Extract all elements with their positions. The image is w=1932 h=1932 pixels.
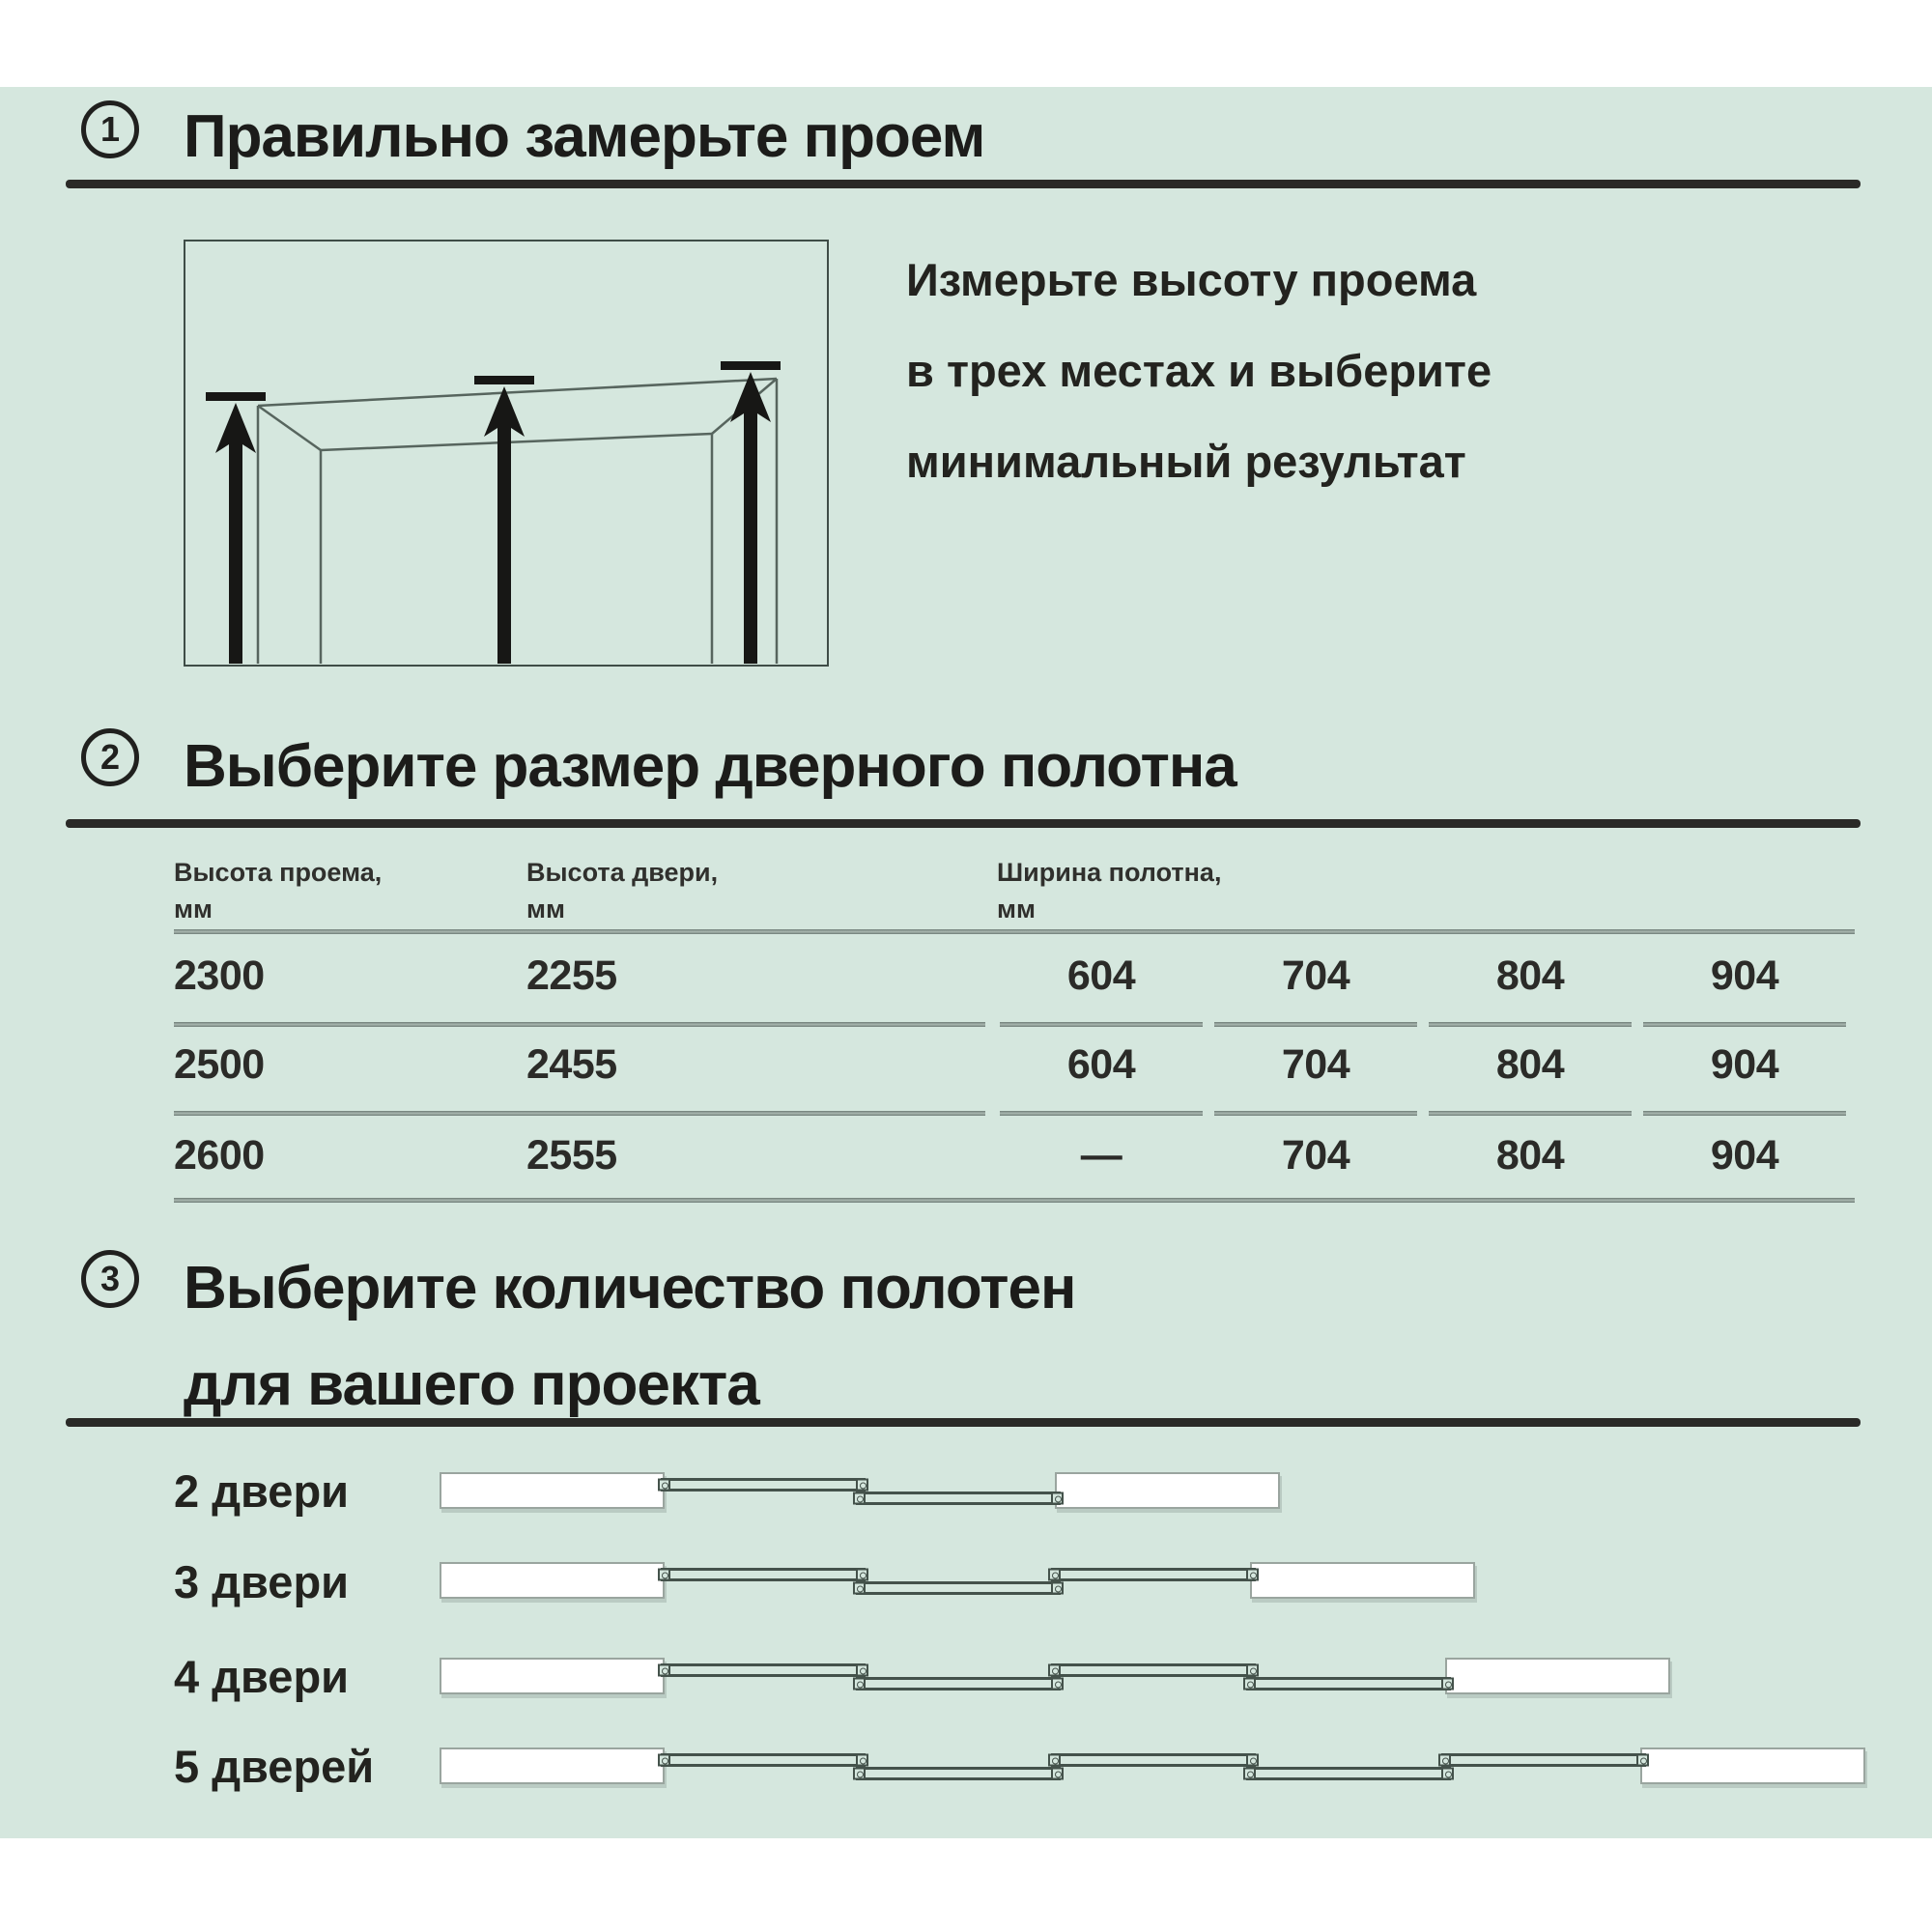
option-label-5-doors: 5 дверей (174, 1741, 375, 1792)
row1-door-height: 2255 (526, 952, 617, 999)
rail-bracket-icon (658, 1754, 670, 1767)
measure-arrows (206, 361, 781, 664)
row1-rule-c1 (1000, 1022, 1203, 1027)
rail-bracket-icon (1051, 1768, 1064, 1780)
row1-rule-main (174, 1022, 985, 1027)
row2-rule-main (174, 1111, 985, 1116)
rail-bracket-icon (1438, 1754, 1451, 1767)
col-header-opening-height: Высота проема, мм (174, 858, 383, 923)
track-rail (661, 1478, 866, 1492)
rail-bracket-icon (1051, 1492, 1064, 1505)
rail-bracket-icon (1246, 1664, 1259, 1677)
up-arrow-middle-icon (484, 386, 525, 664)
row1-rule-c4 (1643, 1022, 1846, 1027)
measure-cap-right-icon (721, 361, 781, 370)
instruction-line-2: в трех местах и выберите (906, 345, 1492, 396)
row1-width-804: 804 (1495, 952, 1565, 999)
doors-diagram-5 (440, 1742, 1889, 1790)
track-rail (1051, 1753, 1256, 1767)
row2-width-604: 604 (1066, 1041, 1136, 1088)
row1-rule-c3 (1429, 1022, 1632, 1027)
row2-width-804: 804 (1495, 1041, 1565, 1088)
track-rail (661, 1753, 866, 1767)
track-rail (1246, 1677, 1451, 1690)
rail-bracket-icon (1246, 1569, 1259, 1581)
door-panel (440, 1658, 665, 1694)
row2-rule-c4 (1643, 1111, 1846, 1116)
rail-bracket-icon (1048, 1569, 1061, 1581)
row1-width-604: 604 (1066, 952, 1136, 999)
option-label-2-doors: 2 двери (174, 1465, 350, 1517)
rail-bracket-icon (856, 1569, 868, 1581)
section2-underline (66, 819, 1861, 828)
door-panel (440, 1747, 665, 1784)
rail-bracket-icon (1051, 1582, 1064, 1595)
opening-diagram-svg (185, 242, 826, 664)
doors-diagram-3 (440, 1556, 1889, 1605)
table-header-rule (174, 929, 1855, 934)
track-rail (856, 1677, 1061, 1690)
rail-bracket-icon (1441, 1678, 1454, 1690)
rail-bracket-icon (1243, 1768, 1256, 1780)
door-panel (1250, 1562, 1475, 1599)
rail-bracket-icon (1048, 1754, 1061, 1767)
row1-width-904: 904 (1710, 952, 1779, 999)
rail-bracket-icon (658, 1664, 670, 1677)
instruction-line-1: Измерьте высоту проема (906, 254, 1477, 305)
track-rail (1441, 1753, 1646, 1767)
row2-rule-c3 (1429, 1111, 1632, 1116)
track-rail (856, 1767, 1061, 1780)
door-panel (1055, 1472, 1280, 1509)
door-panel (440, 1562, 665, 1599)
row2-width-704: 704 (1281, 1041, 1350, 1088)
section3-number-badge (81, 1250, 139, 1308)
door-panel (440, 1472, 665, 1509)
rail-bracket-icon (658, 1569, 670, 1581)
row2-rule-c1 (1000, 1111, 1203, 1116)
track-rail (1051, 1663, 1256, 1677)
section3-number: 3 (99, 1259, 121, 1298)
row1-width-704: 704 (1281, 952, 1350, 999)
row2-rule-c2 (1214, 1111, 1417, 1116)
rail-bracket-icon (856, 1479, 868, 1492)
option-label-4-doors: 4 двери (174, 1651, 350, 1702)
track-rail (856, 1492, 1061, 1505)
rail-bracket-icon (853, 1582, 866, 1595)
doors-diagram-2 (440, 1466, 1889, 1515)
row1-rule-c2 (1214, 1022, 1417, 1027)
section3-title-line2: для вашего проекта (184, 1351, 759, 1418)
doors-diagram-4 (440, 1652, 1889, 1700)
section1-number-badge (81, 100, 139, 158)
row2-width-904: 904 (1710, 1041, 1779, 1088)
rail-bracket-icon (1048, 1664, 1061, 1677)
row1-opening-height: 2300 (174, 952, 265, 999)
rail-bracket-icon (1051, 1678, 1064, 1690)
rail-bracket-icon (853, 1678, 866, 1690)
rail-bracket-icon (853, 1768, 866, 1780)
col-header-door-height: Высота двери, мм (526, 858, 719, 923)
row3-door-height: 2555 (526, 1132, 617, 1179)
row3-width-704: 704 (1281, 1132, 1350, 1179)
track-rail (661, 1568, 866, 1581)
row3-width-604-dash: — (1080, 1132, 1122, 1179)
instruction-line-3: минимальный результат (906, 436, 1466, 487)
door-panel (1640, 1747, 1865, 1784)
section3-underline (66, 1418, 1861, 1427)
section2-title: Выберите размер дверного полотна (184, 733, 1236, 800)
track-rail (856, 1581, 1061, 1595)
up-arrow-right-icon (730, 372, 771, 664)
row2-opening-height: 2500 (174, 1041, 265, 1088)
section1-number: 1 (99, 109, 121, 149)
row3-width-904: 904 (1710, 1132, 1779, 1179)
measure-cap-left-icon (206, 392, 266, 401)
rail-bracket-icon (856, 1754, 868, 1767)
track-rail (661, 1663, 866, 1677)
door-panel (1445, 1658, 1670, 1694)
section2-number: 2 (99, 737, 121, 777)
opening-diagram (184, 240, 829, 667)
section2-number-badge (81, 728, 139, 786)
track-rail (1246, 1767, 1451, 1780)
section1-underline (66, 180, 1861, 188)
measure-cap-middle-icon (474, 376, 534, 384)
rail-bracket-icon (1243, 1678, 1256, 1690)
section1-title: Правильно замерьте проем (184, 103, 985, 170)
rail-bracket-icon (1441, 1768, 1454, 1780)
rail-bracket-icon (658, 1479, 670, 1492)
track-rail (1051, 1568, 1256, 1581)
rail-bracket-icon (856, 1664, 868, 1677)
col-header-leaf-width: Ширина полотна, мм (997, 858, 1222, 923)
option-label-3-doors: 3 двери (174, 1556, 350, 1607)
up-arrow-left-icon (215, 403, 256, 664)
row2-door-height: 2455 (526, 1041, 617, 1088)
table-bottom-rule (174, 1198, 1855, 1203)
rail-bracket-icon (853, 1492, 866, 1505)
rail-bracket-icon (1246, 1754, 1259, 1767)
row3-opening-height: 2600 (174, 1132, 265, 1179)
section3-title-line1: Выберите количество полотен (184, 1255, 1076, 1321)
row3-width-804: 804 (1495, 1132, 1565, 1179)
rail-bracket-icon (1636, 1754, 1649, 1767)
